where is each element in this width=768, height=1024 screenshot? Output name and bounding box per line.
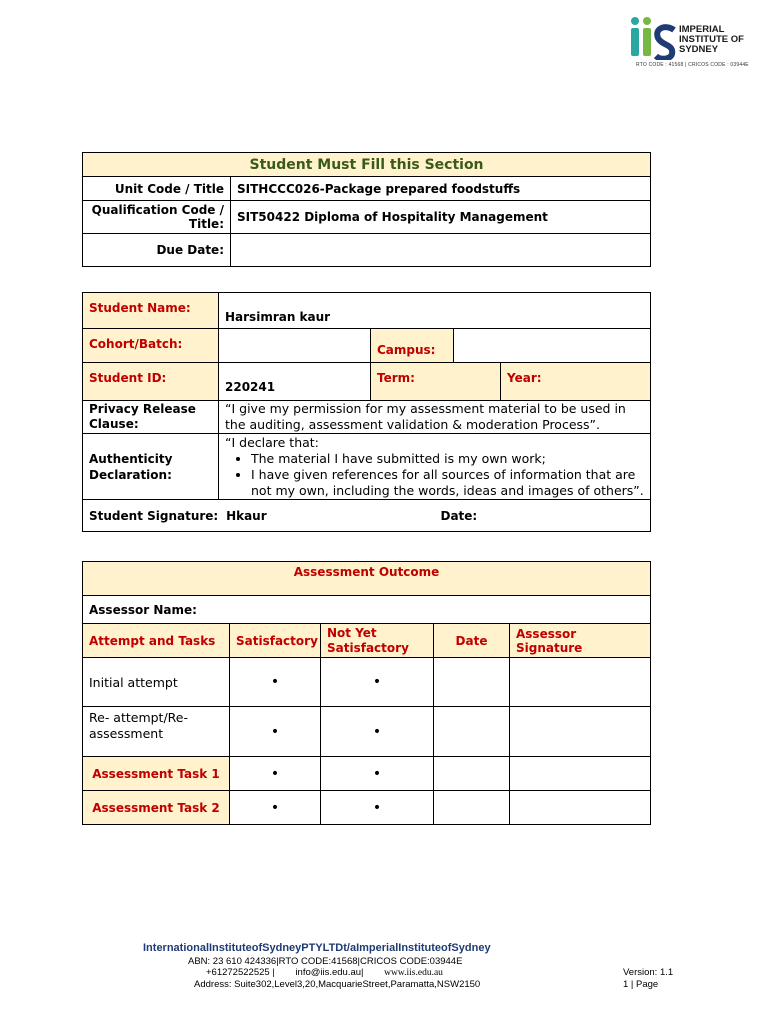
campus-value[interactable] — [454, 329, 651, 363]
table-row — [83, 757, 651, 791]
not-yet-satisfactory-checkbox[interactable]: • — [321, 658, 434, 707]
year-label: Year: — [501, 363, 651, 401]
outcome-heading: Assessment Outcome — [83, 562, 651, 596]
assessor-signature-cell[interactable] — [510, 658, 651, 707]
assessor-signature-cell[interactable] — [510, 707, 651, 757]
footer-company: InternationalInstituteofSydneyPTYLTDt/aImperialInstituteofSydney — [143, 942, 491, 954]
date-cell[interactable] — [434, 707, 510, 757]
assessor-signature-cell[interactable] — [510, 757, 651, 791]
authenticity-text — [219, 434, 651, 500]
satisfactory-checkbox[interactable]: • — [230, 791, 321, 825]
signature-row — [83, 500, 651, 532]
satisfactory-checkbox[interactable]: • — [230, 707, 321, 757]
footer-version: Version: 1.1 — [623, 967, 674, 978]
authenticity-intro: “I declare that: — [225, 434, 319, 450]
date-label: Date: — [440, 508, 478, 523]
satisfactory-checkbox[interactable]: • — [230, 658, 321, 707]
cohort-value[interactable] — [219, 329, 371, 363]
table-row — [83, 791, 651, 825]
unit-details-table — [82, 152, 651, 267]
col-header-not-yet-satisfactory: Not Yet Satisfactory — [321, 624, 434, 658]
footer-address: Address: Suite302,Level3,20,MacquarieStreet,Paramatta,NSW2150 — [194, 979, 481, 990]
student-name-label: Student Name: — [83, 293, 219, 329]
cohort-label: Cohort/Batch: — [83, 329, 219, 363]
not-yet-satisfactory-checkbox[interactable]: • — [321, 707, 434, 757]
declaration-item: • The material I have submitted is my own work; — [251, 451, 644, 467]
student-id-label: Student ID: — [83, 363, 219, 401]
declaration-item: • I have given references for all sources of information that are not my own, including the words, ideas and images of others”. — [251, 467, 644, 499]
student-name-value[interactable]: Harsimran kaur — [219, 293, 651, 329]
privacy-label: Privacy Release Clause: — [83, 401, 219, 434]
footer-email[interactable]: info@iis.edu.au| — [295, 967, 364, 978]
col-header-attempt: Attempt and Tasks — [83, 624, 230, 658]
qualification-value: SIT50422 Diploma of Hospitality Management — [231, 201, 651, 234]
date-cell[interactable] — [434, 757, 510, 791]
declaration-list — [225, 451, 644, 499]
logo-codes: RTO CODE : 41568 | CRICOS CODE : 03944E — [636, 62, 749, 68]
due-date-label: Due Date: — [83, 234, 231, 267]
logo-wordmark: IMPERIAL INSTITUTE OF SYDNEY — [679, 24, 744, 55]
qualification-label: Qualification Code / Title: — [83, 201, 231, 234]
footer-page: 1 | Page — [623, 979, 659, 990]
task-label: Assessment Task 2 — [83, 791, 230, 825]
not-yet-satisfactory-checkbox[interactable]: • — [321, 791, 434, 825]
footer-contact — [206, 967, 443, 978]
col-header-satisfactory: Satisfactory — [230, 624, 321, 658]
campus-label: Campus: — [371, 329, 454, 363]
task-label: Assessment Task 1 — [83, 757, 230, 791]
authenticity-label: Authenticity Declaration: — [83, 434, 219, 500]
attempt-label: Re- attempt/Re-assessment — [83, 707, 230, 757]
footer-abn: ABN: 23 610 424336|RTO CODE:41568|CRICOS CODE:03944E — [188, 956, 463, 967]
table-row — [83, 658, 651, 707]
col-header-assessor-signature: Assessor Signature — [510, 624, 651, 658]
assessment-outcome-table — [82, 561, 651, 825]
satisfactory-checkbox[interactable]: • — [230, 757, 321, 791]
section-heading: Student Must Fill this Section — [83, 153, 651, 177]
logo-mark-icon — [630, 16, 678, 60]
assessor-signature-cell[interactable] — [510, 791, 651, 825]
footer-phone: +61272522525 | — [206, 967, 275, 978]
signature-value[interactable]: Hkaur — [226, 508, 267, 523]
attempt-label: Initial attempt — [83, 658, 230, 707]
signature-label: Student Signature: — [89, 508, 219, 523]
due-date-field[interactable] — [231, 234, 651, 267]
date-cell[interactable] — [434, 658, 510, 707]
unit-code-value: SITHCCC026-Package prepared foodstuffs — [231, 177, 651, 201]
col-header-date: Date — [434, 624, 510, 658]
table-row — [83, 707, 651, 757]
student-id-value[interactable]: 220241 — [219, 363, 371, 401]
date-cell[interactable] — [434, 791, 510, 825]
not-yet-satisfactory-checkbox[interactable]: • — [321, 757, 434, 791]
term-label: Term: — [371, 363, 501, 401]
privacy-text: “I give my permission for my assessment material to be used in the auditing, assessment validation & moderation Process”. — [219, 401, 651, 434]
unit-code-label: Unit Code / Title — [83, 177, 231, 201]
assessor-name-label[interactable]: Assessor Name: — [83, 596, 651, 624]
footer-web[interactable]: www.iis.edu.au — [384, 968, 443, 978]
student-details-table — [82, 292, 651, 532]
